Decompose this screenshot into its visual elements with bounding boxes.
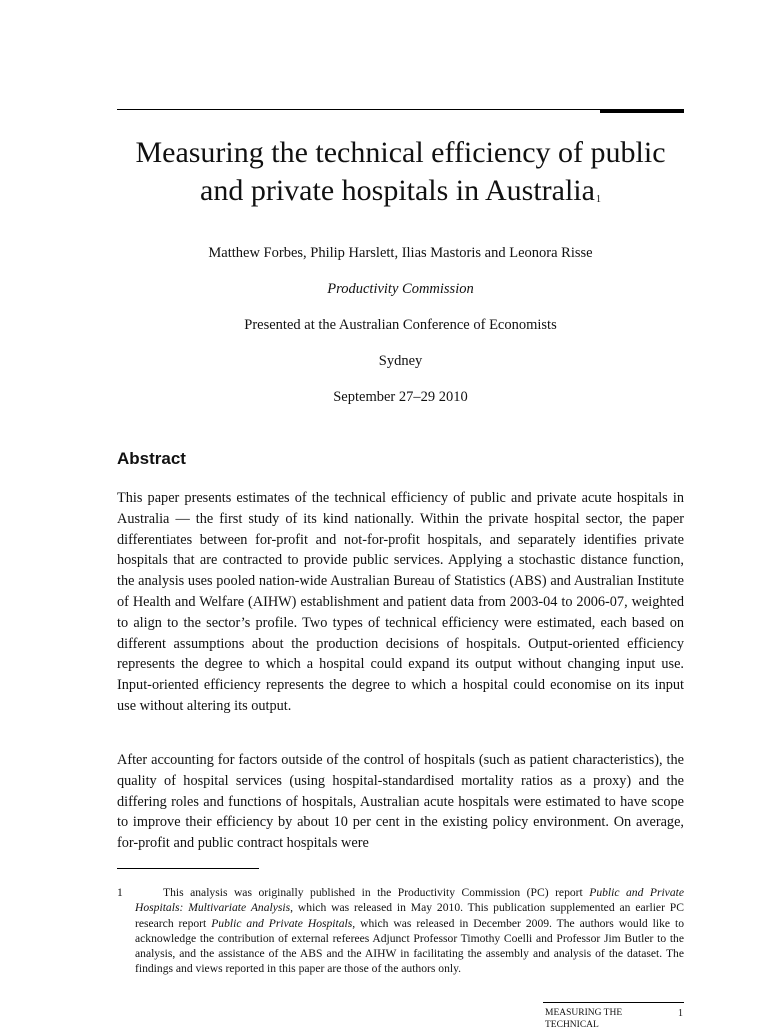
footnote-part-2: , which was released in May 2010. This publication supplemented an earlier PC research report	[135, 901, 684, 930]
footnote-separator	[117, 868, 259, 869]
abstract-paragraph-2: After accounting for factors outside of the control of hospitals (such as patient characteristics), the quality of hospital services (using hospital-standardised mortality ratios as a proxy) and the differing roles and functions of hospitals, Australian acute hospitals were estimated to have scope to improve their efficiency by about 10 per cent in the existing policy environment. On average, for-profit and public contract hospitals were	[117, 752, 684, 852]
running-title: MEASURING THE TECHNICAL	[545, 1008, 623, 1030]
footnote	[117, 885, 684, 977]
footnote-report-title-2: Public and Private Hospitals,	[211, 916, 356, 930]
footer-rule	[543, 1002, 684, 1003]
abstract-paragraph-1: This paper presents estimates of the technical efficiency of public and private acute hospitals in Australia — the first study of its kind nationally. Within the private hospital sector, the paper differentiates between for-profit and not-for-profit hospitals, and separately identifies private hospitals that are contracted to provide public services. Applying a stochastic distance function, the analysis uses pooled nation-wide Australian Bureau of Statistics (ABS) and Australian Institute of Health and Welfare (AIHW) establishment and patient data from 2003-04 to 2006-07, weighted to align to the sector’s profile. Two types of technical efficiency were estimated, each based on different assumptions about the production decisions of hospitals. Output-oriented efficiency represents the degree to which a hospital could expand its output without changing input use. Input-oriented efficiency represents the degree to which a hospital could economise on its input use without altering its output.	[117, 490, 684, 714]
page-number: 1	[678, 1008, 683, 1019]
abstract-heading: Abstract	[117, 449, 186, 468]
footnote-part-3: which was released in December 2009. The authors would like to acknowledge the contribution of external referees Adjunct Professor Timothy Coelli and Professor Jim Butler to the analysis, and the assistance of the ABS and the AIHW in facilitating the assembly and analysis of the dataset. The findings and views reported in this paper are those of the authors only.	[135, 916, 685, 976]
date: September 27–29 2010	[333, 389, 468, 405]
location: Sydney	[378, 353, 423, 369]
footnote-text	[135, 885, 684, 977]
title-footnote-mark: 1	[595, 194, 601, 205]
footnote-part-1: This analysis was originally published in the Productivity Commission (PC) report	[163, 886, 590, 899]
footnote-number: 1	[117, 886, 123, 899]
top-rule	[117, 109, 684, 110]
affiliation: Productivity Commission	[327, 281, 474, 297]
authors: Matthew Forbes, Philip Harslett, Ilias Mastoris and Leonora Risse	[208, 245, 593, 261]
paper-title	[117, 134, 684, 217]
top-rule-accent	[600, 109, 684, 113]
paper-title-text: Measuring the technical efficiency of public and private hospitals in Australia	[135, 136, 666, 207]
footnote-report-title-1: Public and Private Hospitals: Multivariate Analysis	[135, 886, 684, 915]
conference: Presented at the Australian Conference of Economists	[244, 317, 557, 333]
